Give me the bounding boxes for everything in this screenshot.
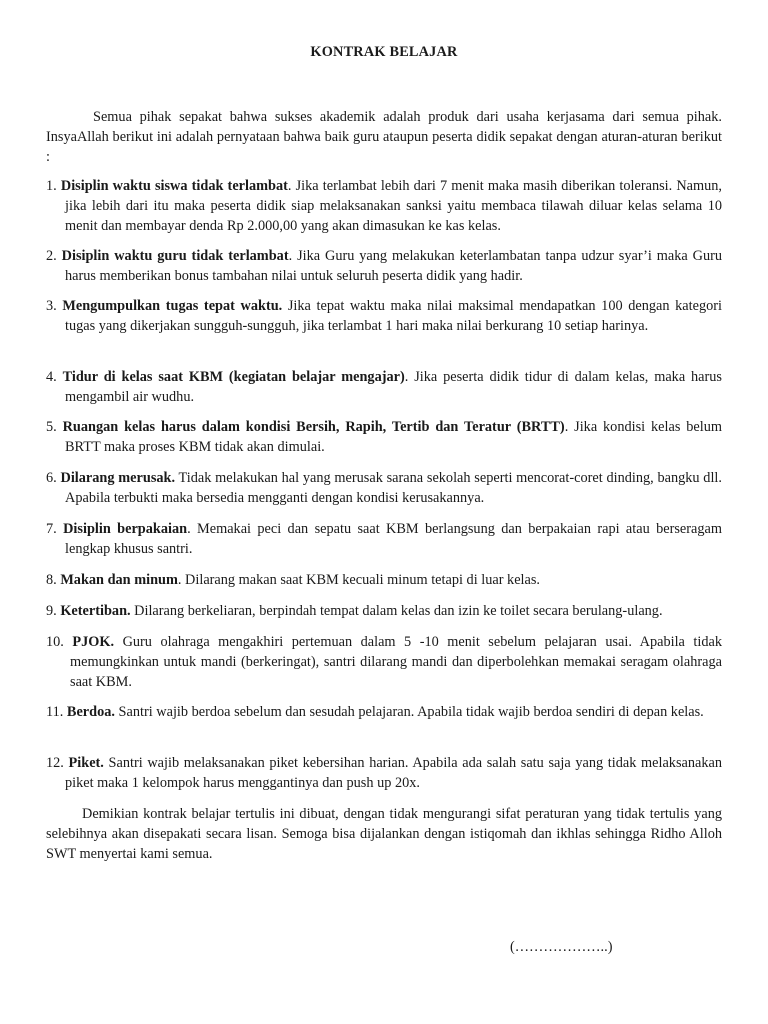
rule-heading: Ruangan kelas harus dalam kondisi Bersih, Rapih, Tertib dan Teratur (BRTT): [62, 419, 565, 435]
rule-item-5: [46, 417, 722, 457]
rule-text: Guru olahraga mengakhiri pertemuan dalam 5 -10 menit sebelum pelajaran usai. Apabila tidak memungkinkan untuk mandi (berkeringat), santri dilarang mandi dan diperbolehkan memakai seragam olahraga saat KBM.: [70, 634, 722, 690]
intro-paragraph: Semua pihak sepakat bahwa sukses akademik adalah produk dari usaha kerjasama dari semua pihak. InsyaAllah berikut ini adalah pernyataan bahwa baik guru ataupun peserta didik sepakat dengan aturan-aturan berikut :: [46, 109, 722, 165]
rule-text: Santri wajib melaksanakan piket kebersihan harian. Apabila ada salah satu saja yang tidak melaksanakan piket maka 1 kelompok harus menggantinya dan push up 20x.: [65, 755, 722, 791]
rule-text: Dilarang berkeliaran, berpindah tempat dalam kelas dan izin ke toilet secara berulang-ulang.: [130, 603, 663, 619]
rule-number: 11.: [46, 704, 64, 720]
rule-heading: PJOK.: [72, 634, 115, 650]
rule-number: 3.: [46, 298, 57, 314]
rule-number: 5.: [46, 419, 57, 435]
rule-heading: Disiplin waktu siswa tidak terlambat: [60, 178, 288, 194]
rule-number: 7.: [46, 521, 57, 537]
rule-item-3: [46, 296, 722, 336]
rule-number: 12.: [46, 755, 64, 771]
rule-heading: Disiplin waktu guru tidak terlambat: [61, 248, 289, 264]
rule-text: . Jika terlambat lebih dari 7 menit maka masih diberikan toleransi. Namun, jika lebih dari itu maka peserta didik siap melaksanakan sanksi yaitu membaca tilawah diluar kelas selama 10 menit dan membayar denda Rp 2.000,00 yang akan dimasukan ke kas kelas.: [65, 178, 722, 234]
rule-text: Tidak melakukan hal yang merusak sarana sekolah seperti mencorat-coret dinding, bangku dll. Apabila terbukti maka bersedia mengganti dengan kondisi kerusakannya.: [65, 470, 722, 506]
rule-number: 10.: [46, 634, 64, 650]
rule-text: Santri wajib berdoa sebelum dan sesudah pelajaran. Apabila tidak wajib berdoa sendiri di depan kelas.: [114, 704, 704, 720]
rule-heading: Piket.: [68, 755, 104, 771]
rule-heading: Berdoa.: [66, 704, 115, 720]
rule-item-9: [46, 601, 722, 621]
rule-item-7: [46, 519, 722, 559]
rule-item-6: [46, 468, 722, 508]
rule-number: 2.: [46, 248, 57, 264]
rule-number: 1.: [46, 178, 57, 194]
rule-item-11: [46, 702, 722, 722]
rule-item-10: [46, 632, 722, 692]
rule-item-12: [46, 753, 722, 793]
rule-heading: Ketertiban.: [60, 603, 131, 619]
signature-placeholder: (………………..): [510, 939, 613, 955]
rule-heading: Tidur di kelas saat KBM (kegiatan belajar mengajar): [62, 369, 405, 385]
rule-number: 4.: [46, 369, 57, 385]
rule-text: . Dilarang makan saat KBM kecuali minum tetapi di luar kelas.: [177, 572, 540, 588]
rule-text: . Jika kondisi kelas belum BRTT maka proses KBM tidak akan dimulai.: [65, 419, 722, 455]
rule-heading: Dilarang merusak.: [60, 470, 176, 486]
rule-heading: Mengumpulkan tugas tepat waktu.: [62, 298, 283, 314]
rule-heading: Disiplin berpakaian: [63, 521, 188, 537]
rule-text: . Memakai peci dan sepatu saat KBM berlangsung dan berpakaian rapi atau berseragam lengkap khusus santri.: [65, 521, 723, 557]
rule-text: . Jika peserta didik tidur di dalam kelas, maka harus mengambil air wudhu.: [65, 369, 722, 405]
rule-text: Jika tepat waktu maka nilai maksimal mendapatkan 100 dengan kategori tugas yang dikerjakan sungguh-sungguh, jika terlambat 1 hari maka nilai berkurang 10 setiap harinya.: [65, 298, 723, 334]
closing-paragraph: Demikian kontrak belajar tertulis ini dibuat, dengan tidak mengurangi sifat peraturan yang tidak tertulis yang selebihnya akan disepakati secara lisan. Semoga bisa dijalankan dengan istiqomah dan ikhlas sehingga Ridho Alloh SWT menyertai kami semua.: [46, 806, 722, 862]
document-title: KONTRAK BELAJAR: [310, 44, 458, 60]
rule-text: . Jika Guru yang melakukan keterlambatan tanpa udzur syar’i maka Guru harus memberikan bonus tambahan nilai untuk seluruh peserta didik yang hadir.: [65, 248, 723, 284]
rule-item-4: [46, 367, 722, 407]
rule-item-1: [46, 176, 722, 236]
rule-number: 9.: [46, 603, 57, 619]
rule-item-8: [46, 570, 722, 590]
rule-number: 6.: [46, 470, 57, 486]
rule-number: 8.: [46, 572, 57, 588]
rule-item-2: [46, 246, 722, 286]
rule-heading: Makan dan minum: [60, 572, 178, 588]
